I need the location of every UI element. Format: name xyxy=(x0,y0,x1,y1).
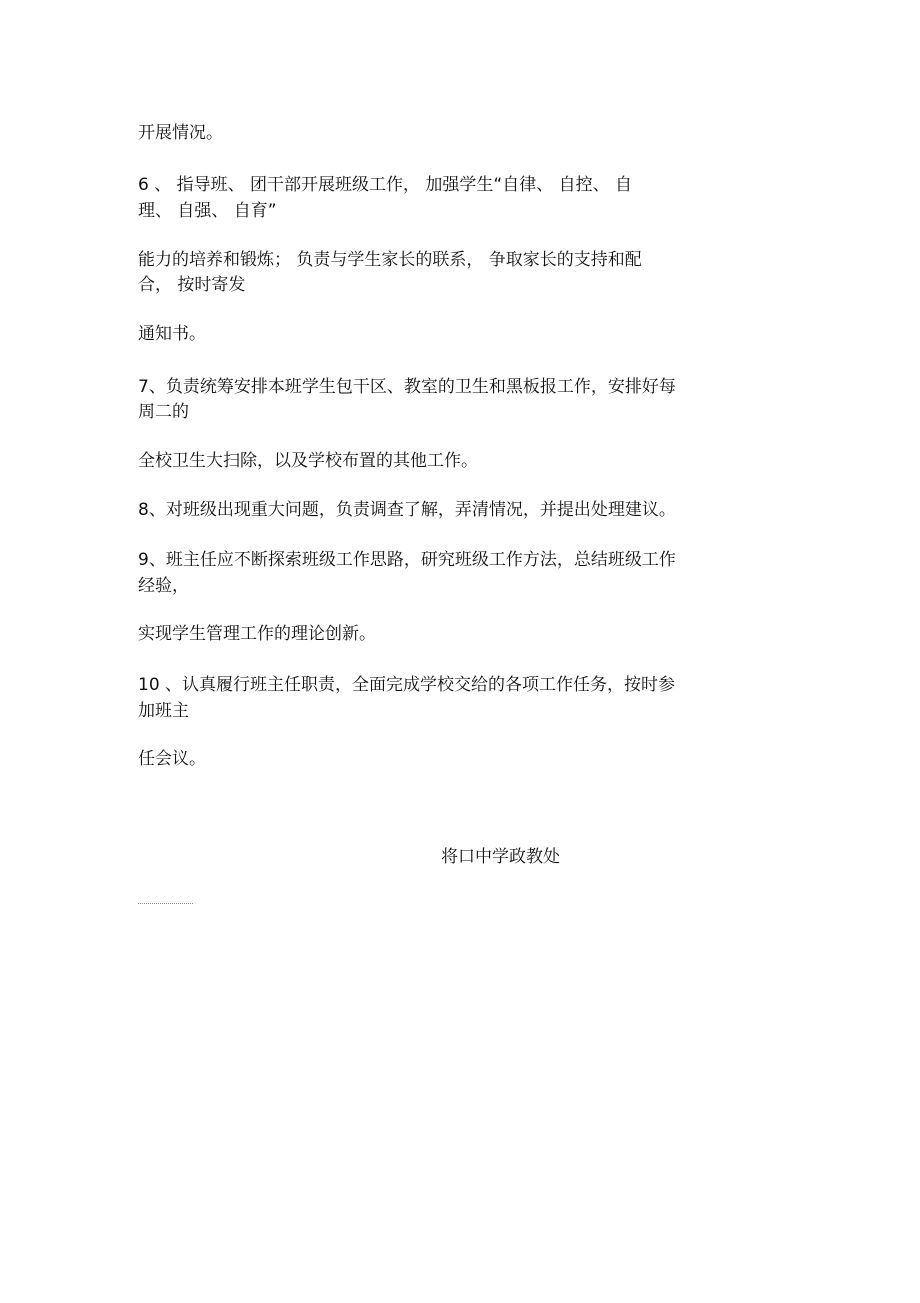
text-line: 10 、认真履行班主任职责，全面完成学校交给的各项工作任务，按时参 xyxy=(138,675,676,695)
text-line: 全校卫生大扫除，以及学校布置的其他工作。 xyxy=(138,451,478,471)
text-line: 6 、 指导班、 团干部开展班级工作， 加强学生“自律、 自控、 自 xyxy=(138,175,633,195)
text-line: 任会议。 xyxy=(138,749,206,769)
text-line: 加班主 xyxy=(138,701,189,721)
text-line: 能力的培养和锻炼； 负责与学生家长的联系， 争取家长的支持和配 xyxy=(138,250,642,270)
text-line: 8、对班级出现重大问题，负责调查了解，弄清情况，并提出处理建议。 xyxy=(138,500,676,520)
footer-divider xyxy=(138,903,193,904)
text-line: 经验， xyxy=(138,576,189,596)
text-line: 9、班主任应不断探索班级工作思路，研究班级工作方法，总结班级工作 xyxy=(138,550,676,570)
text-line: 合， 按时寄发 xyxy=(138,275,246,295)
text-line: 通知书。 xyxy=(138,324,206,344)
text-line: 开展情况。 xyxy=(138,123,223,143)
text-line: 周二的 xyxy=(138,402,189,422)
signature-office: 将口中学政教处 xyxy=(441,847,560,867)
text-line: 7、负责统筹安排本班学生包干区、教室的卫生和黑板报工作，安排好每 xyxy=(138,377,676,397)
text-line: 理、 自强、 自育” xyxy=(138,201,277,221)
text-line: 实现学生管理工作的理论创新。 xyxy=(138,624,376,644)
